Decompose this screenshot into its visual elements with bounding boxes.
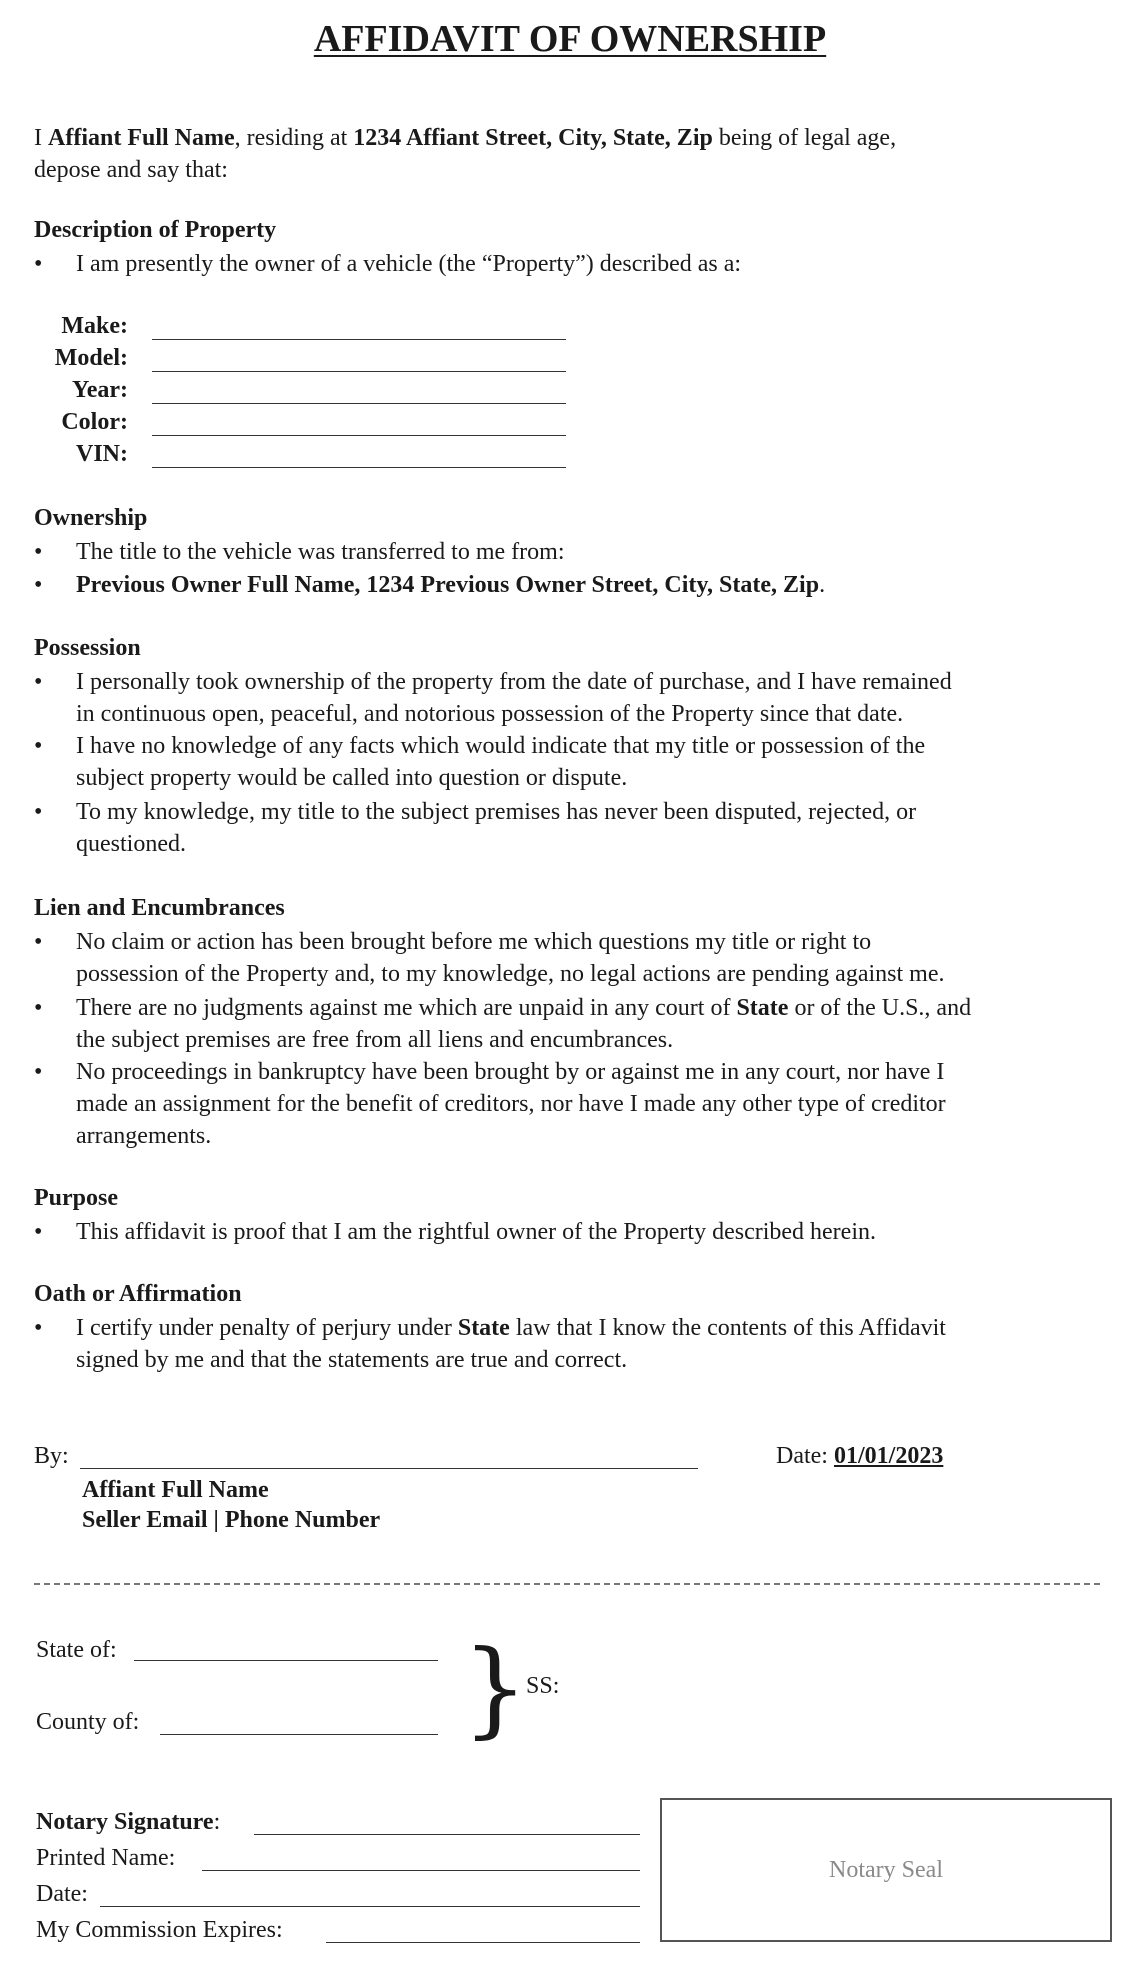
bullet-icon: • — [34, 669, 43, 695]
by-label: By: — [34, 1443, 69, 1469]
possession-bullet-3 — [34, 796, 1094, 860]
model-label: Model: — [54, 345, 128, 371]
oath-text-c: law that I know the contents of this Affidavit — [509, 1315, 946, 1341]
notary-signature-text: Notary Signature — [36, 1809, 214, 1835]
notary-date-label: Date: — [36, 1881, 88, 1907]
date-label: Date: — [776, 1443, 834, 1469]
purpose-bullet-text: This affidavit is proof that I am the rightful owner of the Property described herein. — [76, 1219, 876, 1245]
color-field[interactable] — [152, 435, 566, 436]
possession-b3-line2: questioned. — [76, 831, 186, 857]
affiant-name: Affiant Full Name — [48, 125, 235, 151]
lien-bullet-3 — [34, 1056, 1094, 1152]
brace-symbol: } — [462, 1627, 529, 1749]
description-bullet-text: I am presently the owner of a vehicle (the “Property”) described as a: — [76, 251, 742, 277]
make-label: Make: — [61, 313, 128, 339]
notary-signature-field[interactable] — [254, 1834, 640, 1835]
notary-signature-colon: : — [213, 1809, 221, 1835]
ownership-bullet-1-text: The title to the vehicle was transferred to me from: — [76, 539, 565, 565]
bullet-icon: • — [34, 1219, 43, 1245]
vin-field[interactable] — [152, 467, 566, 468]
lien-bullet-2 — [34, 992, 1094, 1056]
county-of-field[interactable] — [160, 1734, 438, 1735]
previous-owner-period: . — [819, 572, 826, 598]
bullet-icon: • — [34, 995, 43, 1021]
intro-paragraph — [34, 122, 1094, 186]
notary-signature-label — [36, 1806, 220, 1838]
purpose-heading: Purpose — [34, 1185, 118, 1211]
ownership-heading: Ownership — [34, 505, 148, 531]
state-of-field[interactable] — [134, 1660, 438, 1661]
ownership-bullet-1 — [34, 536, 1094, 568]
signature-date — [776, 1440, 943, 1472]
possession-b1-line1: I personally took ownership of the property from the date of purchase, and I have remained — [76, 669, 952, 695]
lien-b3-line3: arrangements. — [76, 1123, 212, 1149]
lien-b3-line2: made an assignment for the benefit of creditors, nor have I made any other type of creditor — [76, 1091, 946, 1117]
make-field[interactable] — [152, 339, 566, 340]
bullet-icon: • — [34, 539, 43, 565]
lien-bullet-1 — [34, 926, 1094, 990]
vin-label: VIN: — [76, 441, 128, 467]
previous-owner: Previous Owner Full Name, 1234 Previous Owner Street, City, State, Zip — [76, 572, 820, 598]
oath-heading: Oath or Affirmation — [34, 1281, 242, 1307]
bullet-icon: • — [34, 929, 43, 955]
possession-heading: Possession — [34, 635, 141, 661]
date-value: 01/01/2023 — [833, 1443, 944, 1469]
affiant-address: 1234 Affiant Street, City, State, Zip — [353, 125, 713, 151]
description-bullet — [34, 248, 1094, 280]
model-field[interactable] — [152, 371, 566, 372]
bullet-icon: • — [34, 1059, 43, 1085]
intro-text-2: , residing at — [234, 125, 354, 151]
bullet-icon: • — [34, 572, 43, 598]
description-heading: Description of Property — [34, 217, 277, 243]
year-label: Year: — [72, 377, 128, 403]
bullet-icon: • — [34, 799, 43, 825]
lien-b2-text-c: or of the U.S., and — [788, 995, 972, 1021]
bullet-icon: • — [34, 1315, 43, 1341]
purpose-bullet — [34, 1216, 1094, 1248]
intro-text-1: I — [34, 125, 48, 151]
state-of-label: State of: — [36, 1637, 117, 1663]
oath-bullet — [34, 1312, 1094, 1376]
possession-bullet-2 — [34, 730, 1094, 794]
lien-b1-line1: No claim or action has been brought before me which questions my title or right to — [76, 929, 872, 955]
ownership-bullet-2 — [34, 569, 1094, 601]
lien-b2-text-a: There are no judgments against me which are unpaid in any court of — [76, 995, 737, 1021]
intro-line-2: depose and say that: — [34, 157, 228, 183]
document-title: AFFIDAVIT OF OWNERSHIP — [313, 18, 827, 60]
printed-name-label: Printed Name: — [36, 1845, 176, 1871]
signer-name: Affiant Full Name — [82, 1477, 269, 1503]
printed-name-field[interactable] — [202, 1870, 640, 1871]
lien-b2-state: State — [736, 995, 789, 1021]
commission-field[interactable] — [326, 1942, 640, 1943]
bullet-icon: • — [34, 733, 43, 759]
lien-b2-line2: the subject premises are free from all liens and encumbrances. — [76, 1027, 674, 1053]
county-of-label: County of: — [36, 1709, 140, 1735]
possession-bullet-1 — [34, 666, 1094, 730]
oath-line2: signed by me and that the statements are true and correct. — [76, 1347, 628, 1373]
oath-text-a: I certify under penalty of perjury under — [76, 1315, 458, 1341]
commission-label: My Commission Expires: — [36, 1917, 283, 1943]
dashed-separator — [34, 1583, 1100, 1585]
notary-seal-box — [660, 1798, 1112, 1942]
notary-date-field[interactable] — [100, 1906, 640, 1907]
signature-line[interactable] — [80, 1468, 698, 1469]
vehicle-fields — [0, 310, 600, 470]
year-field[interactable] — [152, 403, 566, 404]
possession-b2-line1: I have no knowledge of any facts which would indicate that my title or possession of the — [76, 733, 926, 759]
color-label: Color: — [61, 409, 128, 435]
possession-b1-line2: in continuous open, peaceful, and notorious possession of the Property since that date. — [76, 701, 904, 727]
bullet-icon: • — [34, 251, 43, 277]
lien-b1-line2: possession of the Property and, to my knowledge, no legal actions are pending against me. — [76, 961, 945, 987]
oath-state: State — [457, 1315, 510, 1341]
ss-label: SS: — [526, 1673, 560, 1699]
signer-contact: Seller Email | Phone Number — [82, 1507, 381, 1533]
possession-b2-line2: subject property would be called into question or dispute. — [76, 765, 628, 791]
notary-seal-label: Notary Seal — [829, 1857, 943, 1883]
intro-text-3: being of legal age, — [712, 125, 897, 151]
possession-b3-line1: To my knowledge, my title to the subject premises has never been disputed, rejected, or — [76, 799, 917, 825]
lien-heading: Lien and Encumbrances — [34, 895, 285, 921]
lien-b3-line1: No proceedings in bankruptcy have been brought by or against me in any court, nor have I — [76, 1059, 945, 1085]
